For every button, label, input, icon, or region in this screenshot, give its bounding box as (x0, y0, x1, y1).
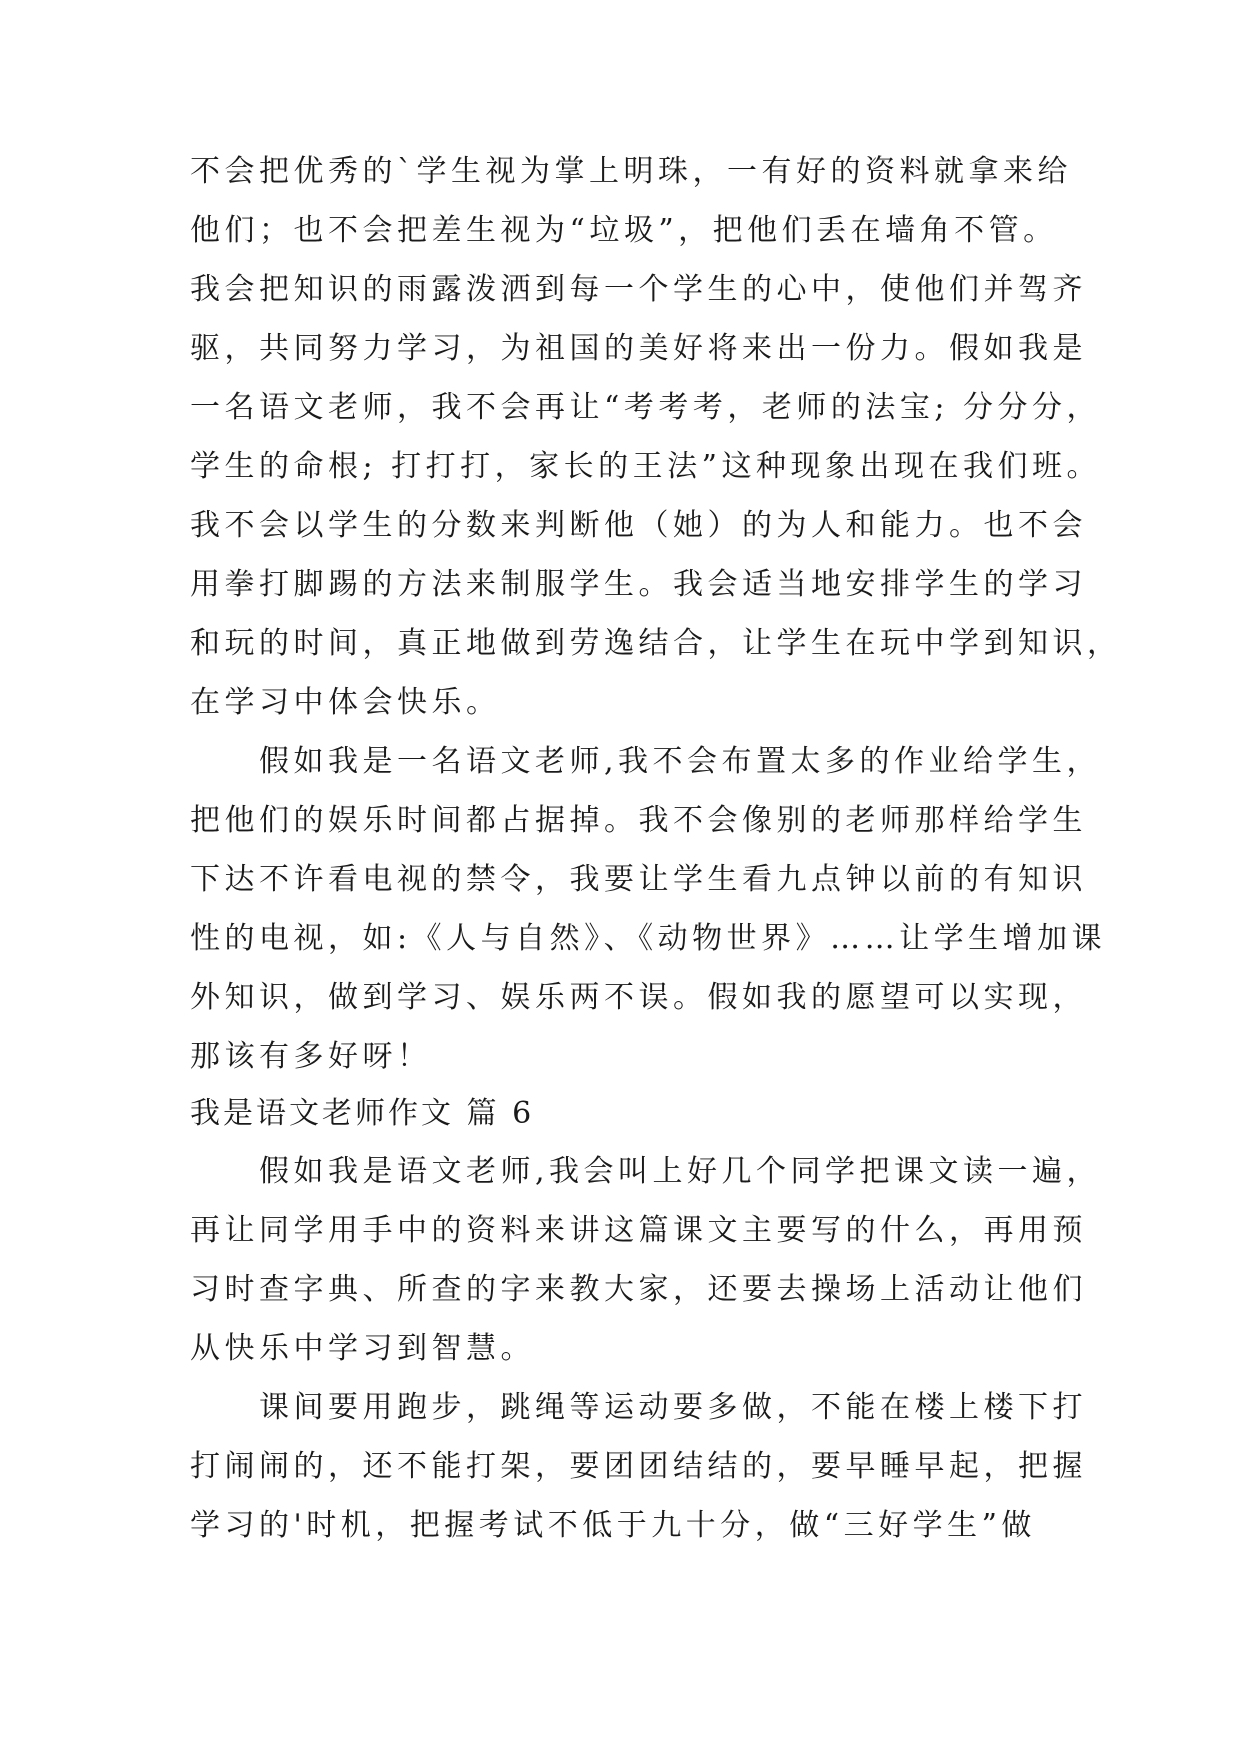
text-line: 学生的命根; 打打打，家长的王法”这种现象出现在我们班。 (190, 449, 1101, 484)
text-line: 用拳打脚踢的方法来制服学生。我会适当地安排学生的学习 (190, 567, 1087, 602)
text-line: 打闹闹的，还不能打架，要团团结结的，要早睡早起，把握 (190, 1449, 1087, 1484)
text-line: 从快乐中学习到智慧。 (190, 1331, 535, 1366)
text-line: 在学习中体会快乐。 (190, 685, 501, 720)
paragraph-start-line: 假如我是语文老师,我会叫上好几个同学把课文读一遍， (190, 1154, 1102, 1189)
paragraph-start-line: 假如我是一名语文老师,我不会布置太多的作业给学生， (190, 744, 1102, 779)
text-line: 他们；也不会把差生视为“垃圾”，把他们丢在墙角不管。 (190, 213, 1058, 248)
text-line: 那该有多好呀！ (190, 1039, 432, 1074)
text-line: 学习的'时机，把握考试不低于九十分，做“三好学生”做 (190, 1508, 1036, 1543)
text-line: 性的电视，如:《人与自然》、《动物世界》……让学生增加课 (190, 921, 1107, 956)
text-line: 外知识，做到学习、娱乐两不误。假如我的愿望可以实现， (190, 980, 1087, 1015)
text-line: 再让同学用手中的资料来讲这篇课文主要写的什么，再用预 (190, 1213, 1087, 1248)
paragraph-start-line: 课间要用跑步，跳绳等运动要多做，不能在楼上楼下打 (190, 1390, 1087, 1425)
text-line: 下达不许看电视的禁令，我要让学生看九点钟以前的有知识 (190, 862, 1087, 897)
section-heading: 我是语文老师作文 篇 6 (190, 1096, 535, 1131)
text-line: 习时查字典、所查的字来教大家，还要去操场上活动让他们 (190, 1272, 1087, 1307)
text-line: 和玩的时间，真正地做到劳逸结合，让学生在玩中学到知识， (190, 626, 1122, 661)
text-line: 不会把优秀的`学生视为掌上明珠，一有好的资料就拿来给 (190, 154, 1072, 189)
text-line: 我不会以学生的分数来判断他（她）的为人和能力。也不会 (190, 508, 1087, 543)
text-line: 我会把知识的雨露泼洒到每一个学生的心中，使他们并驾齐 (190, 272, 1087, 307)
text-line: 一名语文老师，我不会再让“考考考，老师的法宝; 分分分， (190, 390, 1101, 425)
text-line: 驱，共同努力学习，为祖国的美好将来出一份力。假如我是 (190, 331, 1087, 366)
text-line: 把他们的娱乐时间都占据掉。我不会像别的老师那样给学生 (190, 803, 1087, 838)
